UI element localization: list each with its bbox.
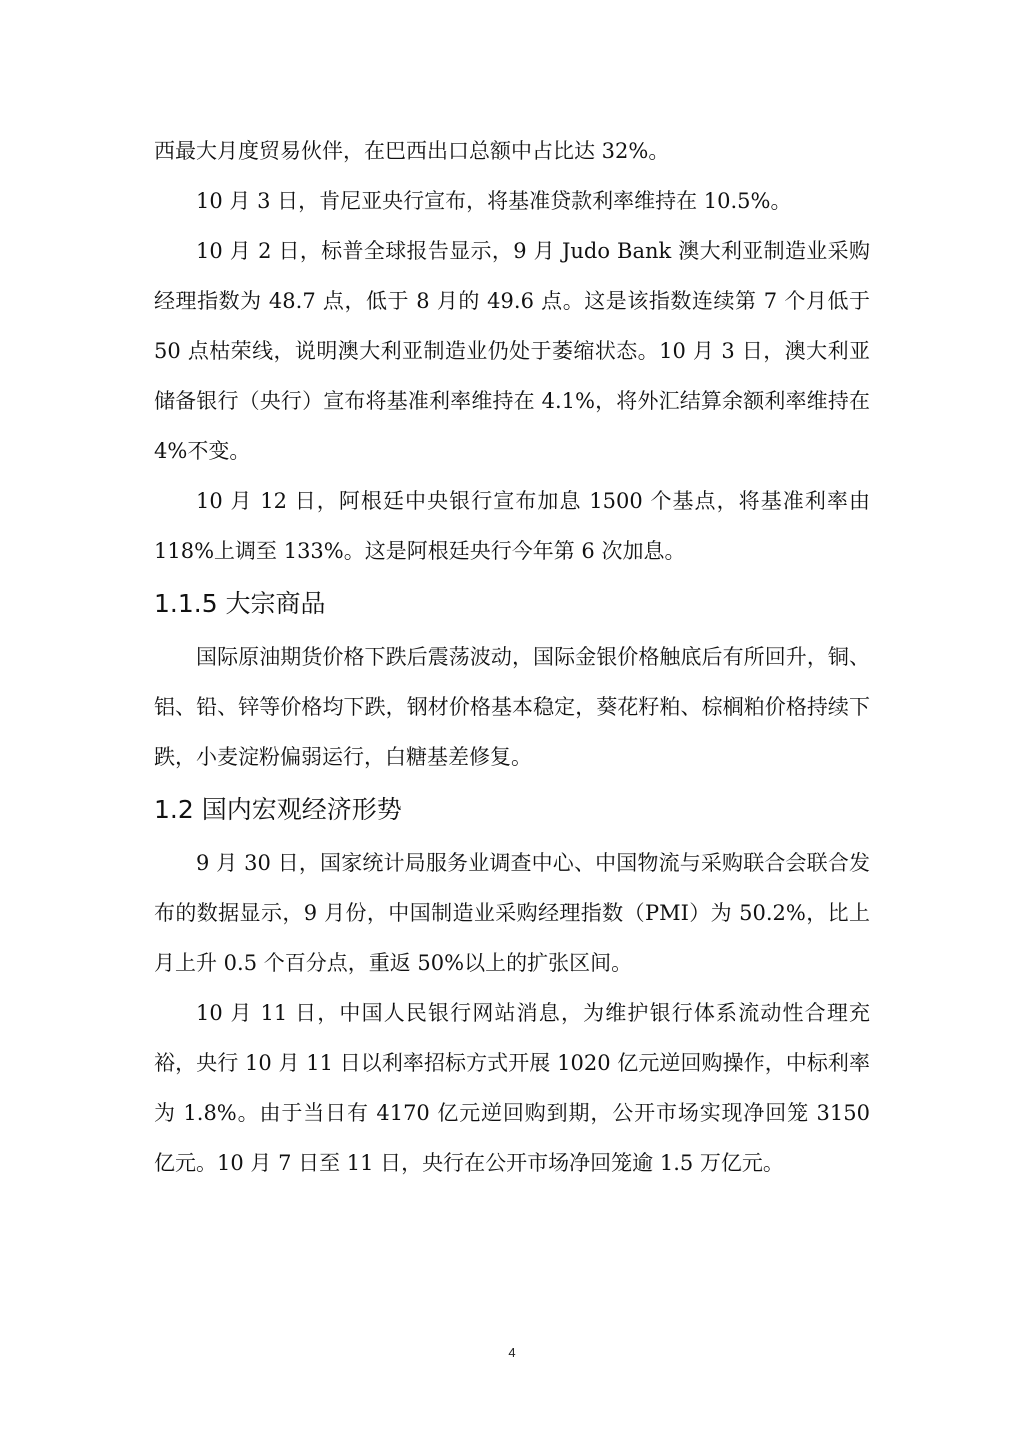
section-heading-domestic-macro: 1.2 国内宏观经济形势 <box>154 795 402 824</box>
paragraph-kenya-rate: 10 月 3 日，肯尼亚央行宣布，将基准贷款利率维持在 10.5%。 <box>196 189 792 213</box>
page-number: 4 <box>508 1345 516 1360</box>
paragraph-argentina-rate: 10 月 12 日，阿根廷中央银行宣布加息 1500 个基点，将基准利率由 118%上调至 133%。这是阿根廷央行今年第 6 次加息。 <box>154 489 870 563</box>
paragraph-china-pmi: 9 月 30 日，国家统计局服务业调查中心、中国物流与采购联合会联合发布的数据显示，9 月份，中国制造业采购经理指数（PMI）为 50.2%，比上月上升 0.5 个百分点，重返 50%以上的扩张区间。 <box>154 851 870 975</box>
paragraph-commodities: 国际原油期货价格下跌后震荡波动，国际金银价格触底后有所回升，铜、铝、铅、锌等价格均下跌，钢材价格基本稳定，葵花籽粕、棕榈粕价格持续下跌，小麦淀粉偏弱运行，白糖基差修复。 <box>154 645 870 769</box>
paragraph-australia-pmi: 10 月 2 日，标普全球报告显示，9 月 Judo Bank 澳大利亚制造业采购经理指数为 48.7 点，低于 8 月的 49.6 点。这是该指数连续第 7 个月低于 50 点枯荣线，说明澳大利亚制造业仍处于萎缩状态。10 月 3 日，澳大利亚储备银行（央行）宣布将基准利率维持在 4.1%，将外汇结算余额利率维持在 4%不变。 <box>154 239 870 463</box>
document-body <box>154 126 870 1188</box>
paragraph-continuation: 西最大月度贸易伙伴，在巴西出口总额中占比达 32%。 <box>154 139 670 163</box>
paragraph-pboc-operations: 10 月 11 日，中国人民银行网站消息，为维护银行体系流动性合理充裕，央行 10 月 11 日以利率招标方式开展 1020 亿元逆回购操作，中标利率为 1.8%。由于当日有 4170 亿元逆回购到期，公开市场实现净回笼 3150 亿元。10 月 7 日至 11 日，央行在公开市场净回笼逾 1.5 万亿元。 <box>154 1001 870 1175</box>
section-heading-commodities: 1.1.5 大宗商品 <box>154 589 326 618</box>
